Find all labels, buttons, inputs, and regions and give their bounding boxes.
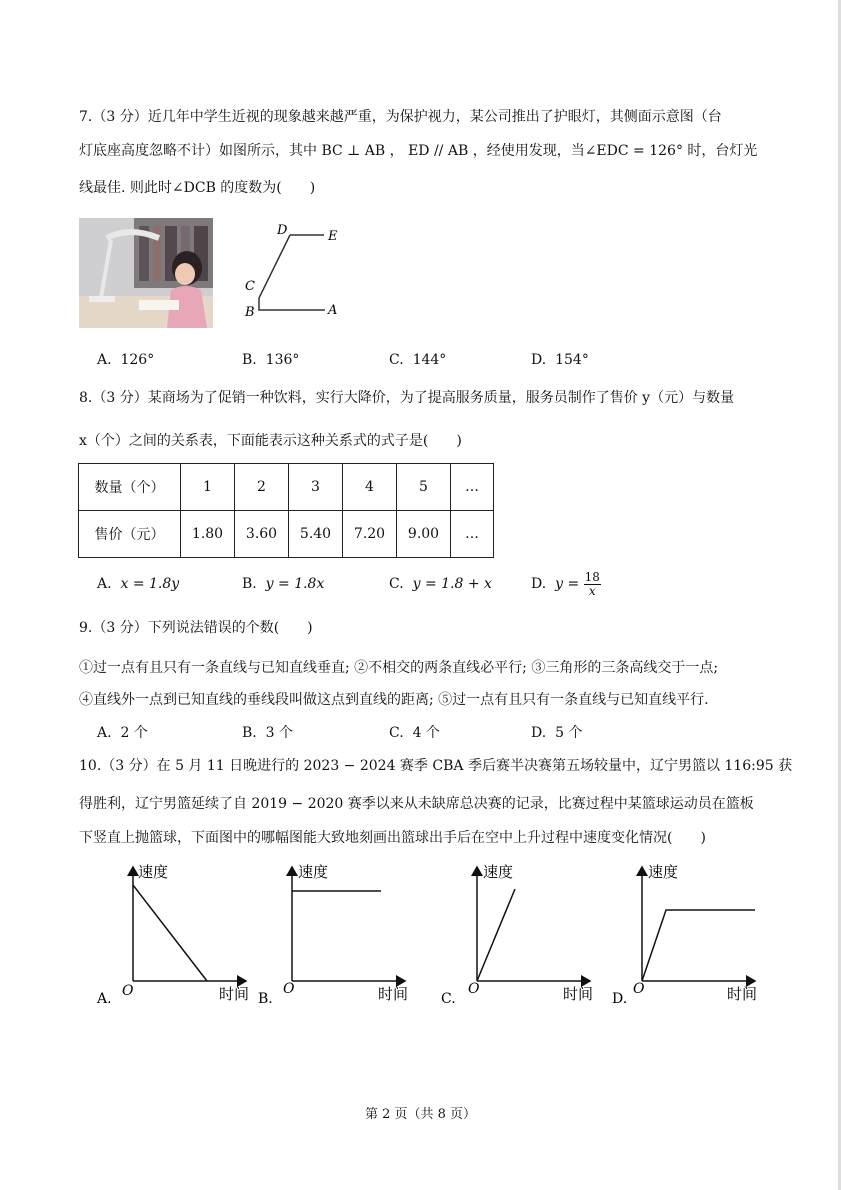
fraction bbox=[584, 571, 601, 598]
q9-option-a[interactable] bbox=[97, 723, 148, 743]
graph-line bbox=[477, 889, 515, 981]
option-text: 5 个 bbox=[555, 725, 583, 741]
table-cell: 3.60 bbox=[235, 511, 289, 558]
graph-option-letter: C. bbox=[441, 991, 456, 1007]
option-text: 144° bbox=[412, 352, 447, 368]
q9-line2: ①过一点有且只有一条直线与已知直线垂直; ②不相交的两条直线必平行; ③三角形的三条高线交于一点; bbox=[79, 660, 719, 676]
option-text: 154° bbox=[555, 352, 589, 368]
q8-option-a[interactable] bbox=[97, 574, 179, 594]
graph-line bbox=[133, 885, 207, 981]
table-cell: 9.00 bbox=[397, 511, 451, 558]
velocity-graphs bbox=[0, 855, 841, 1015]
desk-lamp-photo bbox=[79, 218, 213, 328]
option-letter: C. bbox=[389, 352, 404, 368]
diagram-label-d: D bbox=[277, 223, 288, 238]
option-letter: B. bbox=[242, 352, 257, 368]
q7-option-a[interactable] bbox=[97, 350, 154, 370]
y-axis-label: 速度 bbox=[298, 863, 329, 881]
option-text: y = bbox=[555, 576, 580, 592]
diagram-label-c: C bbox=[245, 279, 255, 294]
option-letter: A. bbox=[97, 352, 112, 368]
page-footer: 第 2 页（共 8 页） bbox=[364, 1107, 477, 1122]
q7-line1: 7.（3 分）近几年中学生近视的现象越来越严重，为保护视力，某公司推出了护眼灯，其侧面示意图（台 bbox=[79, 109, 722, 125]
graph-option-letter: D. bbox=[612, 991, 628, 1007]
table-cell: 1.80 bbox=[181, 511, 235, 558]
table-cell: 2 bbox=[235, 464, 289, 511]
x-axis-label: 时间 bbox=[727, 985, 758, 1003]
diagram-label-a: A bbox=[328, 303, 338, 318]
q8-option-b[interactable] bbox=[242, 574, 324, 594]
y-axis-label: 速度 bbox=[483, 863, 514, 881]
y-axis-label: 速度 bbox=[648, 863, 679, 881]
option-letter: C. bbox=[389, 725, 404, 741]
table-cell: … bbox=[451, 464, 494, 511]
q8-line1: 8.（3 分）某商场为了促销一种饮料，实行大降价，为了提高服务质量，服务员制作了售价 y（元）与数量 bbox=[79, 390, 735, 406]
table-cell: 1 bbox=[181, 464, 235, 511]
option-text: y = 1.8 + x bbox=[412, 576, 492, 592]
table-cell: 3 bbox=[289, 464, 343, 511]
q10-line1: 10.（3 分）在 5 月 11 日晚进行的 2023 − 2024 赛季 CBA 季后赛半决赛第五场较量中，辽宁男篮以 116:95 获 bbox=[79, 758, 793, 774]
y-axis-label: 速度 bbox=[138, 863, 169, 881]
option-text: 126° bbox=[120, 352, 155, 368]
fraction-numerator: 18 bbox=[584, 569, 600, 584]
option-text: 3 个 bbox=[265, 725, 294, 741]
q9-option-d[interactable] bbox=[531, 723, 582, 743]
table-cell: 售价（元） bbox=[79, 511, 181, 558]
q10-line2: 得胜利，辽宁男篮延续了自 2019 − 2020 赛季以来从未缺席总决赛的记录，比赛过程中某篮球运动员在篮板 bbox=[79, 796, 754, 812]
graph-option-letter: A. bbox=[97, 991, 112, 1007]
table-cell: 数量（个） bbox=[79, 464, 181, 511]
option-text: 136° bbox=[265, 352, 300, 368]
option-letter: D. bbox=[531, 576, 547, 592]
q7-line2: 灯底座高度忽略不计）如图所示，其中 BC ⊥ AB ， ED // AB ，经使用发现，当∠EDC = 126° 时，台灯光 bbox=[79, 143, 758, 159]
diagram-label-e: E bbox=[328, 229, 338, 244]
graph-option-letter: B. bbox=[258, 991, 273, 1007]
table-cell: … bbox=[451, 511, 494, 558]
table-cell: 5.40 bbox=[289, 511, 343, 558]
option-text: y = 1.8x bbox=[265, 576, 325, 592]
graph-line bbox=[642, 910, 755, 981]
q9-option-b[interactable] bbox=[242, 723, 293, 743]
option-text: 4 个 bbox=[412, 725, 440, 741]
origin-label: O bbox=[122, 983, 134, 999]
price-table bbox=[78, 463, 494, 558]
q9-line1: 9.（3 分）下列说法错误的个数( ) bbox=[79, 620, 313, 636]
graph-b[interactable] bbox=[258, 863, 408, 1007]
graph-a[interactable] bbox=[96, 863, 249, 1007]
q7-option-c[interactable] bbox=[389, 350, 446, 370]
option-letter: A. bbox=[97, 725, 112, 741]
table-row bbox=[79, 464, 494, 511]
fraction-denominator: x bbox=[588, 583, 596, 598]
option-letter: A. bbox=[97, 576, 112, 592]
table-cell: 5 bbox=[397, 464, 451, 511]
x-axis-label: 时间 bbox=[219, 985, 250, 1003]
q8-option-c[interactable] bbox=[389, 574, 492, 594]
option-letter: D. bbox=[531, 725, 547, 741]
origin-label: O bbox=[468, 981, 480, 997]
graph-c[interactable] bbox=[441, 863, 593, 1007]
q9-option-c[interactable] bbox=[389, 723, 440, 743]
x-axis-label: 时间 bbox=[378, 985, 409, 1003]
q8-option-d[interactable] bbox=[531, 566, 601, 602]
table-cell: 4 bbox=[343, 464, 397, 511]
option-letter: B. bbox=[242, 725, 257, 741]
origin-label: O bbox=[283, 981, 295, 997]
option-text: x = 1.8y bbox=[120, 576, 180, 592]
x-axis-label: 时间 bbox=[563, 985, 594, 1003]
graph-d[interactable] bbox=[612, 863, 757, 1007]
diagram-label-b: B bbox=[245, 305, 255, 320]
q7-line3: 线最佳. 则此时∠DCB 的度数为( ) bbox=[79, 180, 316, 196]
origin-label: O bbox=[633, 981, 645, 997]
option-letter: B. bbox=[242, 576, 257, 592]
option-letter: C. bbox=[389, 576, 404, 592]
q7-option-d[interactable] bbox=[531, 350, 589, 370]
q7-option-b[interactable] bbox=[242, 350, 299, 370]
lamp-diagram bbox=[240, 218, 350, 323]
q10-line3: 下竖直上抛篮球，下面图中的哪幅图能大致地刻画出篮球出手后在空中上升过程中速度变化情况( ) bbox=[79, 830, 706, 846]
option-text: 2 个 bbox=[120, 725, 148, 741]
table-cell: 7.20 bbox=[343, 511, 397, 558]
option-letter: D. bbox=[531, 352, 547, 368]
q9-line3: ④直线外一点到已知直线的垂线段叫做这点到直线的距离; ⑤过一点有且只有一条直线与已知直线平行. bbox=[79, 692, 709, 708]
table-row bbox=[79, 511, 494, 558]
q8-line2: x（个）之间的关系表，下面能表示这种关系式的式子是( ) bbox=[79, 433, 462, 449]
